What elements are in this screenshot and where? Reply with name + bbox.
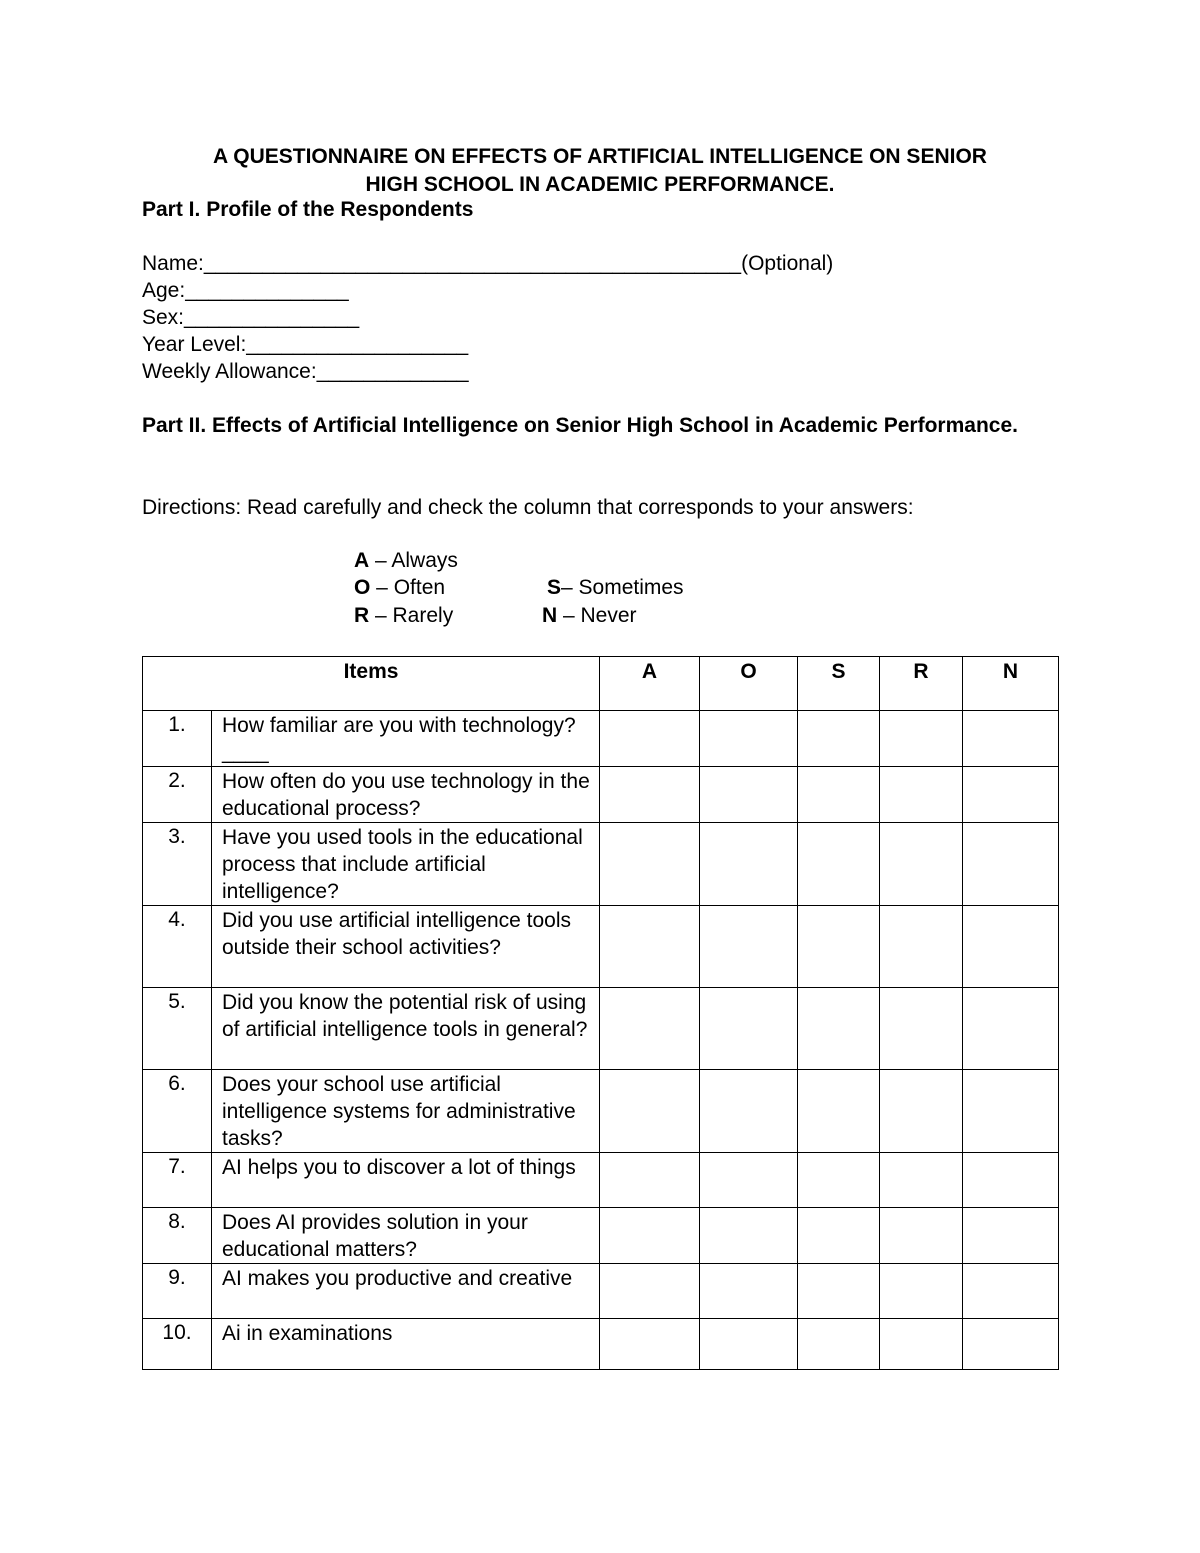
check-cell-always[interactable] bbox=[600, 1208, 700, 1264]
item-number: 9. bbox=[143, 1264, 212, 1319]
table-row bbox=[143, 823, 1059, 906]
item-question: AI helps you to discover a lot of things bbox=[222, 1156, 576, 1179]
check-cell-rarely[interactable] bbox=[880, 823, 963, 906]
check-cell-never[interactable] bbox=[963, 1264, 1059, 1319]
document-title bbox=[142, 143, 1058, 199]
header-often: O bbox=[700, 657, 798, 711]
item-number: 10. bbox=[143, 1319, 212, 1370]
check-cell-always[interactable] bbox=[600, 823, 700, 906]
item-question: Have you used tools in the educational process that include artificial intelligence? bbox=[222, 826, 583, 903]
table-row bbox=[143, 988, 1059, 1070]
check-cell-sometimes[interactable] bbox=[798, 823, 880, 906]
check-cell-sometimes[interactable] bbox=[798, 1070, 880, 1153]
check-cell-never[interactable] bbox=[963, 988, 1059, 1070]
directions-text: Directions: Read carefully and check the column that corresponds to your answers: bbox=[142, 496, 914, 519]
check-cell-never[interactable] bbox=[963, 1319, 1059, 1370]
header-never: N bbox=[963, 657, 1059, 711]
legend-key: N bbox=[542, 604, 558, 627]
legend-key: S bbox=[547, 576, 562, 599]
check-cell-rarely[interactable] bbox=[880, 1153, 963, 1208]
header-items: Items bbox=[143, 657, 600, 711]
legend-text: – Rarely bbox=[369, 604, 454, 627]
age-field[interactable]: Age:______________ bbox=[142, 279, 349, 302]
item-question: Did you know the potential risk of using of artificial intelligence tools in general? bbox=[222, 991, 588, 1041]
check-cell-rarely[interactable] bbox=[880, 1264, 963, 1319]
legend-often bbox=[354, 574, 445, 602]
header-rarely: R bbox=[880, 657, 963, 711]
title-line-1: A QUESTIONNAIRE ON EFFECTS OF ARTIFICIAL INTELLIGENCE ON SENIOR bbox=[213, 145, 987, 168]
check-cell-sometimes[interactable] bbox=[798, 1208, 880, 1264]
legend-key: A bbox=[354, 549, 370, 572]
legend-always bbox=[354, 547, 458, 575]
item-question: Did you use artificial intelligence tools outside their school activities? bbox=[222, 909, 572, 959]
check-cell-rarely[interactable] bbox=[880, 1319, 963, 1370]
survey-table bbox=[142, 656, 1059, 1370]
item-question: AI makes you productive and creative bbox=[222, 1267, 573, 1290]
title-line-2: HIGH SCHOOL IN ACADEMIC PERFORMANCE. bbox=[365, 173, 835, 196]
item-number: 7. bbox=[143, 1153, 212, 1208]
check-cell-never[interactable] bbox=[963, 906, 1059, 988]
check-cell-rarely[interactable] bbox=[880, 988, 963, 1070]
part2-heading: Part II. Effects of Artificial Intelligence on Senior High School in Academic Performance. bbox=[142, 414, 1018, 437]
check-cell-always[interactable] bbox=[600, 988, 700, 1070]
legend-key: R bbox=[354, 604, 370, 627]
check-cell-never[interactable] bbox=[963, 1153, 1059, 1208]
legend-never bbox=[542, 602, 637, 630]
check-cell-always[interactable] bbox=[600, 1264, 700, 1319]
check-cell-often[interactable] bbox=[700, 1153, 798, 1208]
check-cell-always[interactable] bbox=[600, 1070, 700, 1153]
name-field[interactable]: Name:______________________________________________(Optional) bbox=[142, 252, 834, 275]
check-cell-always[interactable] bbox=[600, 767, 700, 823]
item-number: 1. bbox=[143, 711, 212, 767]
legend-key: O bbox=[354, 576, 371, 599]
table-row bbox=[143, 767, 1059, 823]
profile-fields bbox=[142, 250, 833, 385]
check-cell-often[interactable] bbox=[700, 988, 798, 1070]
table-row bbox=[143, 711, 1059, 767]
check-cell-sometimes[interactable] bbox=[798, 1319, 880, 1370]
check-cell-often[interactable] bbox=[700, 1208, 798, 1264]
item-question: Does AI provides solution in your educational matters? bbox=[222, 1211, 528, 1261]
table-row bbox=[143, 1070, 1059, 1153]
check-cell-often[interactable] bbox=[700, 767, 798, 823]
table-row bbox=[143, 906, 1059, 988]
sex-field[interactable]: Sex:_______________ bbox=[142, 306, 360, 329]
check-cell-never[interactable] bbox=[963, 1208, 1059, 1264]
legend-rarely bbox=[354, 602, 453, 630]
header-sometimes: S bbox=[798, 657, 880, 711]
check-cell-always[interactable] bbox=[600, 906, 700, 988]
item-question: How often do you use technology in the educational process? bbox=[222, 770, 590, 820]
legend-text: – Never bbox=[557, 604, 637, 627]
check-cell-rarely[interactable] bbox=[880, 1208, 963, 1264]
item-question: Ai in examinations bbox=[222, 1322, 393, 1345]
legend-text: – Sometimes bbox=[561, 576, 684, 599]
check-cell-sometimes[interactable] bbox=[798, 1153, 880, 1208]
item-number: 5. bbox=[143, 988, 212, 1070]
legend-text: – Always bbox=[369, 549, 458, 572]
part1-heading: Part I. Profile of the Respondents bbox=[142, 198, 474, 221]
item-number: 6. bbox=[143, 1070, 212, 1153]
check-cell-often[interactable] bbox=[700, 1264, 798, 1319]
table-header-row bbox=[143, 657, 1059, 711]
legend-text: – Often bbox=[370, 576, 446, 599]
header-always: A bbox=[600, 657, 700, 711]
table-row bbox=[143, 1153, 1059, 1208]
table-row bbox=[143, 1319, 1059, 1370]
check-cell-never[interactable] bbox=[963, 823, 1059, 906]
weekly-allowance-field[interactable]: Weekly Allowance:_____________ bbox=[142, 360, 469, 383]
check-cell-often[interactable] bbox=[700, 1319, 798, 1370]
check-cell-often[interactable] bbox=[700, 823, 798, 906]
item-number: 2. bbox=[143, 767, 212, 823]
check-cell-always[interactable] bbox=[600, 1319, 700, 1370]
check-cell-rarely[interactable] bbox=[880, 711, 963, 767]
check-cell-often[interactable] bbox=[700, 711, 798, 767]
item-number: 4. bbox=[143, 906, 212, 988]
table-row bbox=[143, 1264, 1059, 1319]
check-cell-never[interactable] bbox=[963, 767, 1059, 823]
check-cell-always[interactable] bbox=[600, 711, 700, 767]
check-cell-sometimes[interactable] bbox=[798, 711, 880, 767]
check-cell-never[interactable] bbox=[963, 711, 1059, 767]
check-cell-sometimes[interactable] bbox=[798, 1264, 880, 1319]
item-question: How familiar are you with technology?____ bbox=[222, 714, 576, 764]
item-number: 8. bbox=[143, 1208, 212, 1264]
legend-sometimes bbox=[547, 574, 684, 602]
check-cell-sometimes[interactable] bbox=[798, 767, 880, 823]
check-cell-rarely[interactable] bbox=[880, 767, 963, 823]
item-number: 3. bbox=[143, 823, 212, 906]
check-cell-never[interactable] bbox=[963, 1070, 1059, 1153]
check-cell-rarely[interactable] bbox=[880, 1070, 963, 1153]
item-question: Does your school use artificial intelligence systems for administrative tasks? bbox=[222, 1073, 576, 1150]
check-cell-always[interactable] bbox=[600, 1153, 700, 1208]
year-level-field[interactable]: Year Level:___________________ bbox=[142, 333, 469, 356]
check-cell-sometimes[interactable] bbox=[798, 988, 880, 1070]
check-cell-often[interactable] bbox=[700, 906, 798, 988]
check-cell-often[interactable] bbox=[700, 1070, 798, 1153]
table-row bbox=[143, 1208, 1059, 1264]
check-cell-sometimes[interactable] bbox=[798, 906, 880, 988]
check-cell-rarely[interactable] bbox=[880, 906, 963, 988]
